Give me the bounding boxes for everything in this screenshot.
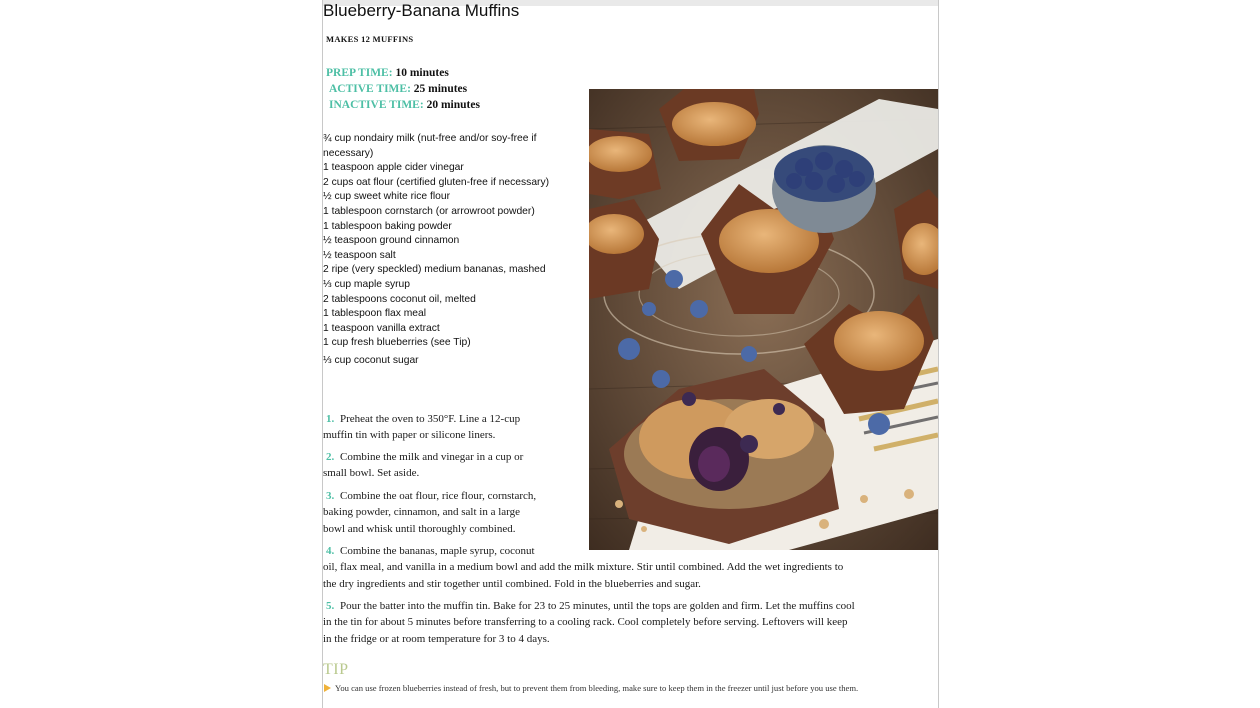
step-number: 1.	[326, 413, 335, 425]
ingredient-line: ½ teaspoon ground cinnamon	[323, 235, 460, 247]
step-number: 4.	[326, 545, 335, 557]
step-text-line: bowl and whisk until thoroughly combined.	[323, 522, 516, 535]
instruction-step	[323, 598, 938, 647]
step-text-line: Combine the milk and vinegar in a cup or	[340, 451, 524, 463]
ingredient-list	[323, 132, 585, 369]
inactive-time-label: INACTIVE TIME:	[329, 99, 424, 111]
instruction-step	[323, 411, 578, 444]
step-text-line: small bowl. Set aside.	[323, 467, 420, 480]
ingredient-line: 2 ripe (very speckled) medium bananas, mashed	[323, 264, 546, 276]
step-text-line: in the fridge or at room temperature for 3 to 4 days.	[323, 632, 550, 645]
tip-heading: TIP	[323, 661, 349, 678]
step-number: 5.	[326, 600, 335, 612]
tip-arrow-icon	[324, 684, 331, 692]
instruction-step	[323, 543, 938, 592]
ingredient-line: ½ teaspoon salt	[323, 249, 396, 261]
step-text-line: in the tin for about 5 minutes before transferring to a cooling rack. Cool completely before serving. Leftovers will keep	[323, 616, 848, 629]
prep-time-label: PREP TIME:	[326, 67, 393, 79]
ingredient-line: 1 teaspoon apple cider vinegar	[323, 162, 464, 174]
document-page	[322, 0, 939, 708]
ingredient-line: necessary)	[323, 147, 374, 159]
ingredient-line: 2 cups oat flour (certified gluten-free if necessary)	[323, 176, 550, 188]
inactive-time-value: 20 minutes	[426, 99, 480, 111]
step-text-line: Combine the oat flour, rice flour, cornstarch,	[340, 490, 537, 502]
recipe-title: Blueberry-Banana Muffins	[323, 1, 520, 20]
ingredient-line: 1 cup fresh blueberries (see Tip)	[323, 337, 471, 349]
step-text-line: Pour the batter into the muffin tin. Bake for 23 to 25 minutes, until the tops are golden and firm. Let the muffins cool	[340, 600, 855, 612]
ingredient-line: 1 tablespoon flax meal	[323, 308, 427, 320]
step-text-line: Preheat the oven to 350°F. Line a 12-cup	[340, 413, 521, 425]
ingredient-line: 1 tablespoon cornstarch (or arrowroot powder)	[323, 205, 535, 217]
instruction-step	[323, 449, 578, 482]
active-time	[329, 82, 467, 96]
step-text-line: baking powder, cinnamon, and salt in a large	[323, 506, 520, 519]
inactive-time	[329, 98, 480, 112]
muffin-photo-illustration	[589, 89, 938, 550]
step-text-line: the dry ingredients and stir together until combined. Fold in the blueberries and sugar.	[323, 577, 701, 590]
step-text-line: Combine the bananas, maple syrup, coconut	[340, 545, 535, 557]
ingredient-line: 1 teaspoon vanilla extract	[323, 322, 440, 334]
ingredient-line: ⅓ cup maple syrup	[323, 278, 410, 290]
ingredient-line: 2 tablespoons coconut oil, melted	[323, 293, 476, 305]
ingredient-line: ¾ cup nondairy milk (nut-free and/or soy-free if	[323, 133, 537, 144]
prep-time-value: 10 minutes	[395, 67, 449, 79]
muffin-photo	[589, 89, 938, 550]
active-time-value: 25 minutes	[413, 83, 468, 95]
instruction-step	[323, 488, 585, 537]
step-text-line: oil, flax meal, and vanilla in a medium bowl and add the milk mixture. Stir until combined. Add the wet ingredients to	[323, 561, 844, 574]
tip-text: You can use frozen blueberries instead of fresh, but to prevent them from bleeding, make sure to keep them in the freezer until just before you use them.	[335, 683, 859, 693]
ingredient-line: ½ cup sweet white rice flour	[323, 191, 451, 203]
prep-time	[326, 66, 449, 80]
step-text-line: muffin tin with paper or silicone liners.	[323, 429, 496, 442]
ingredient-line: 1 tablespoon baking powder	[323, 220, 452, 232]
ingredient-line: ⅓ cup coconut sugar	[323, 354, 419, 366]
active-time-label: ACTIVE TIME:	[329, 83, 411, 95]
step-number: 2.	[326, 451, 335, 463]
step-number: 3.	[326, 490, 335, 502]
recipe-yield: MAKES 12 MUFFINS	[326, 34, 414, 44]
